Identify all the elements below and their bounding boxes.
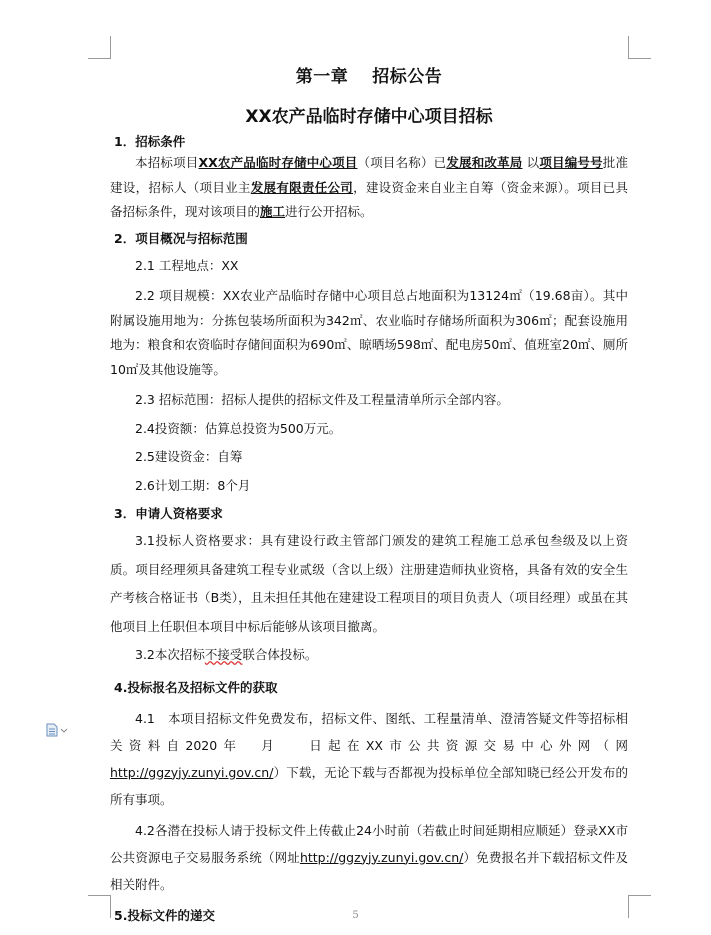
section-heading-1: 1．招标条件 — [114, 134, 186, 149]
page-number: 5 — [352, 910, 359, 921]
approver-name: 发展和改革局 — [446, 155, 523, 170]
not-accept-text: 不接受 — [204, 647, 243, 662]
paragraph-2-3: 2.3 招标范围：招标人提供的招标文件及工程量清单所示全部内容。 — [135, 392, 509, 407]
scope-word: 施工 — [260, 204, 286, 219]
chapter-title: 第一章 招标公告 — [295, 67, 443, 87]
crop-mark-top-left — [88, 36, 111, 59]
paragraph-2-6: 2.6计划工期：8个月 — [135, 477, 251, 493]
document-body — [110, 62, 628, 925]
paragraph-2-5: 2.5建设资金：自筹 — [135, 449, 243, 464]
section-heading-5: 5.投标文件的递交 — [114, 907, 215, 923]
paragraph-4-2: 4.2各潜在投标人请于投标文件上传截止24小时前（若截止时间延期相应顺延）登录XX市公共资源电子交易服务系统（网址http://ggzyjy.zunyi.gov.cn/）免费报名并下载招标文件及相关附件。 — [110, 822, 628, 892]
paragraph-2-4: 2.4投资额：估算总投资为500万元。 — [135, 420, 342, 436]
crop-mark-top-right — [628, 36, 651, 59]
section-heading-4: 4.投标报名及招标文件的获取 — [114, 679, 278, 695]
website-link-2[interactable]: http://ggzyjy.zunyi.gov.cn/ — [299, 849, 464, 865]
project-title: XX农产品临时存储中心项目招标 — [245, 107, 493, 127]
paragraph-2-1: 2.1 工程地点：XX — [135, 257, 239, 273]
paragraph-3-1: 3.1投标人资格要求：具有建设行政主管部门颁发的建筑工程施工总承包叁级及以上资质。项目经理须具备建筑工程专业贰级（含以上级）注册建造师执业资格，具备有效的安全生产考核合格证书（B类），且未担任其他在建建设工程项目的项目负责人（项目经理）或虽在其他项目上任职但本项目中标后能够从该项目撤离。 — [110, 533, 628, 634]
section-heading-3: 3．申请人资格要求 — [114, 506, 223, 521]
section-heading-2: 2．项目概况与招标范围 — [114, 230, 248, 246]
website-link[interactable]: http://ggzyjy.zunyi.gov.cn/ — [110, 764, 274, 780]
owner-name: 发展有限责任公司 — [250, 179, 354, 195]
paragraph-4-1: 4.1 本项目招标文件免费发布，招标文件、图纸、工程量清单、澄清答疑文件等招标相关资料自2020年 月 日起在XX市公共资源交易中心外网（网http://ggzyjy.zunyi.gov.cn/）下载，无论下载与否都视为投标单位全部知晓已经公开发布的所有事项。 — [110, 710, 628, 807]
document-icon[interactable] — [45, 722, 69, 736]
paragraph-1: 本招标项目XX农产品临时存储中心项目（项目名称）已发展和改革局 以项目编号号批准建设，招标人（项目业主发展有限责任公司，建设资金来自业主自筹（资金来源）。项目已具备招标条件，现对该项目的施工进行公开招标。 — [110, 155, 628, 219]
paragraph-3-2: 3.2本次招标不接受联合体投标。 — [135, 647, 318, 662]
approval-number: 项目编号号 — [539, 155, 603, 170]
paragraph-2-2: 2.2 项目规模：XX农业产品临时存储中心项目总占地面积为13124㎡（19.68亩）。其中附属设施用地为：分拣包装场所面积为342㎡、农业临时存储场所面积为306㎡；配套设施用地为：粮食和农资临时存储间面积为690㎡、晾晒场598㎡、配电房50㎡、值班室20㎡、厕所10㎡及其他设施等。 — [110, 288, 628, 377]
project-name: XX农产品临时存储中心项目 — [198, 155, 358, 170]
